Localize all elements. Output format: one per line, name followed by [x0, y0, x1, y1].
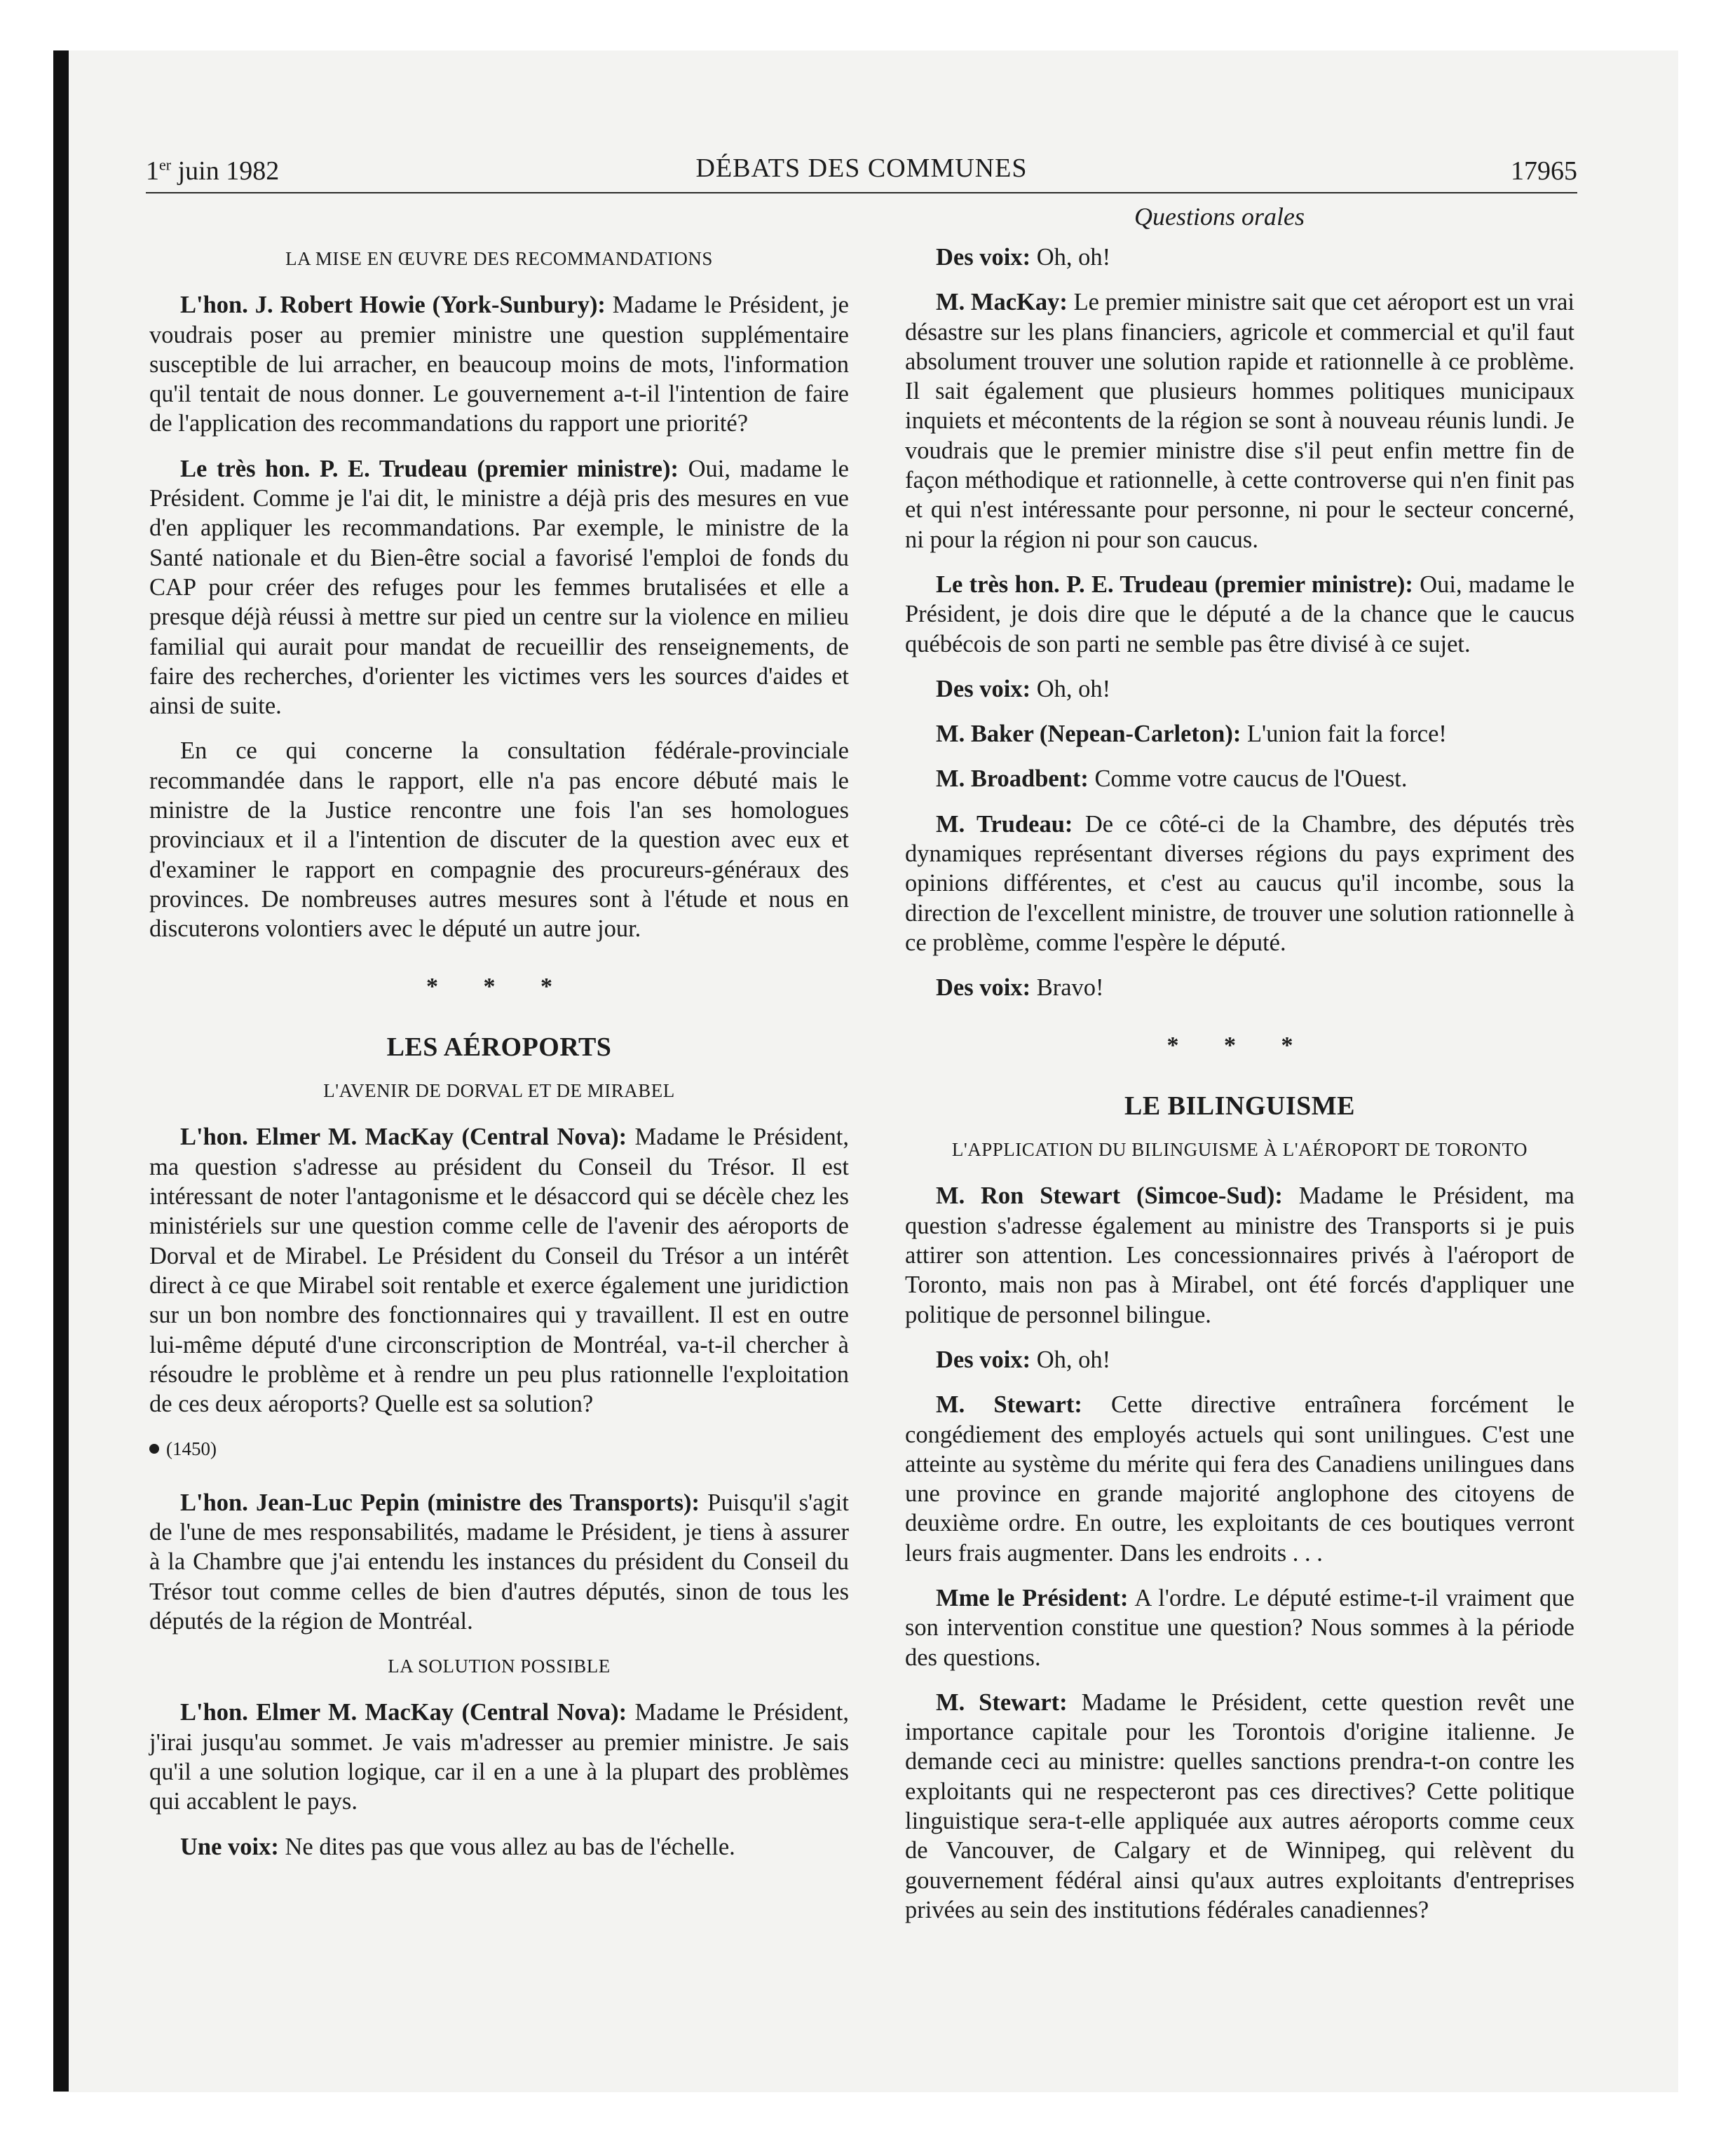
- paragraph: [905, 973, 1574, 1002]
- speech-text: Puisqu'il s'agit de l'une de mes responsabilités, madame le Président, je tiens à assurer à la Chambre que j'ai entendu les instances du président du Conseil du Trésor tout comme celles de bien d'autres députés, sinon de tous les députés de la région de Montréal.: [149, 1489, 849, 1635]
- paragraph: [149, 1698, 849, 1816]
- speaker: Le très hon. P. E. Trudeau (premier ministre):: [936, 571, 1413, 598]
- speech-text: De ce côté-ci de la Chambre, des députés très dynamiques représentant diverses régions du pays expriment des opinions différentes, et c'est au caucus qu'il incombe, sous la direction de l'excellent ministre, de trouver une solution rationnelle à ce problème, comme l'espère le député.: [905, 810, 1574, 956]
- scan-margin-left: [0, 0, 53, 2156]
- paragraph: [905, 287, 1574, 554]
- paragraph: [905, 764, 1574, 793]
- header-date-day: 1: [146, 156, 159, 186]
- bullet-icon: [149, 1444, 159, 1454]
- speech-text: Bravo!: [1030, 974, 1104, 1002]
- speech-text: Madame le Président, ma question s'adresse au président du Conseil du Trésor. Il est intéressant de noter l'antagonisme et le désaccord qui se décèle chez les ministériels sur une question comme celle de l'avenir des aéroports de Dorval et de Mirabel. Le Président du Conseil du Trésor a un intérêt direct à ce que Mirabel soit rentable et exerce également une juridiction sur un bon nombre des fonctionnaires qui y travaillent. Il est en outre lui-même député d'une circonscription de Montréal, va-t-il chercher à résoudre le problème et à rendre un peu plus rationnelle l'exploitation de ces deux aéroports? Quelle est sa solution?: [149, 1124, 850, 1418]
- rubric: LA MISE EN ŒUVRE DES RECOMMANDATIONS: [285, 248, 713, 269]
- paragraph: [905, 810, 1574, 957]
- scan-margin-right: [1678, 0, 1735, 2156]
- scan-margin-top: [0, 0, 1735, 50]
- paragraph: [905, 1181, 1574, 1329]
- speech-text: Madame le Président, je voudrais poser au premier ministre une question supplémentaire susceptible de lui arracher, en beaucoup moins de mots, l'information qu'il tentait de nous donner. Le gouvernement a-t-il l'intention de faire de l'application des recommandations du rapport une priorité?: [149, 292, 849, 437]
- speaker: Des voix:: [936, 1346, 1031, 1373]
- paragraph: [905, 674, 1574, 704]
- speaker: Une voix:: [180, 1833, 279, 1860]
- paragraph: [905, 719, 1574, 749]
- speech-text: Le premier ministre sait que cet aéroport est un vrai désastre sur les plans financiers, agricole et commercial et qu'il faut absolument trouver une solution rapide et rationnelle à ce problème. Il sait également que plusieurs hommes politiques municipaux inquiets et mécontents de la région se sont à nouveau réunis lundi. Je voudrais que le premier ministre dise s'il peut enfin mettre fin de façon méthodique et rationnelle, à cette controverse qui n'en finit pas et qui n'est intéressante pour personne, ni pour le secteur concerné, ni pour la région ni pour son caucus.: [905, 289, 1575, 553]
- timestamp: [149, 1434, 849, 1464]
- speech-text: Oh, oh!: [1030, 244, 1111, 271]
- paragraph: [149, 454, 849, 721]
- left-column: [149, 238, 849, 1877]
- speech-text: Oui, madame le Président, je dois dire que le député a de la chance que le caucus québécois de son parti ne semble pas être divisé à ce sujet.: [905, 571, 1575, 657]
- speech-text: Oh, oh!: [1030, 675, 1111, 702]
- speech-text: Ne dites pas que vous allez au bas de l'échelle.: [278, 1833, 735, 1860]
- section-separator: * * *: [426, 973, 572, 999]
- speaker: L'hon. Elmer M. MacKay (Central Nova):: [180, 1699, 627, 1726]
- header-title: DÉBATS DES COMMUNES: [695, 153, 1028, 183]
- section-label: Questions orales: [1134, 203, 1305, 231]
- speaker: Des voix:: [936, 974, 1031, 1002]
- paragraph: [905, 1688, 1574, 1925]
- speech-text: Oh, oh!: [1030, 1346, 1111, 1373]
- paragraph: [149, 1122, 849, 1419]
- paragraph: [149, 1832, 849, 1862]
- header-date-rest: juin 1982: [171, 156, 280, 186]
- speaker: M. Ron Stewart (Simcoe-Sud):: [936, 1182, 1283, 1210]
- speaker: L'hon. Elmer M. MacKay (Central Nova):: [180, 1124, 627, 1151]
- speech-text: Madame le Président, ma question s'adresse également au ministre des Transports si je puis attirer son attention. Les concessionnaires privés à l'aéroport de Toronto, mais non pas à Mirabel, ont été forcés d'appliquer une politique de personnel bilingue.: [905, 1182, 1574, 1328]
- speech-text: Comme votre caucus de l'Ouest.: [1088, 765, 1408, 793]
- speaker: Le très hon. P. E. Trudeau (premier ministre):: [180, 455, 679, 482]
- speech-text: Madame le Président, cette question revêt une importance capitale pour les Torontois d'origine italienne. Je demande ceci au ministre: quelles sanctions prendra-t-on contre les exploitants qui ne respecteront pas ces directives? Cette politique linguistique sera-t-elle appliquée aux autres aéroports comme ceux de Vancouver, de Calgary et de Winnipeg, qui relèvent du gouvernement fédéral ainsi qu'aux autres exploitants d'entreprises privées au sein des institutions fédérales canadiennes?: [905, 1688, 1574, 1923]
- speech-text: Cette directive entraînera forcément le congédiement des employés actuels qui sont unilingues. C'est une atteinte au système du mérite qui fera des Canadiens unilingues dans une province en grande majorité anglophone des citoyens de deuxième ordre. En outre, les exploitants de ces boutiques verront leurs frais augmenter. Dans les endroits . . .: [905, 1391, 1574, 1567]
- page-header: [146, 153, 1577, 193]
- speaker: M. MacKay:: [936, 289, 1068, 316]
- section-heading: LES AÉROPORTS: [386, 1032, 612, 1062]
- paragraph: [905, 570, 1574, 659]
- rubric: L'AVENIR DE DORVAL ET DE MIRABEL: [323, 1080, 675, 1102]
- paragraph: [905, 1390, 1574, 1568]
- speaker: Des voix:: [936, 675, 1031, 702]
- speaker: M. Broadbent:: [936, 765, 1089, 793]
- paragraph: [149, 1488, 849, 1636]
- speech-text: A l'ordre. Le député estime-t-il vraiment que son intervention constitue une question? Nous sommes à la période des questions.: [905, 1584, 1574, 1671]
- page-number: 17965: [1511, 156, 1577, 186]
- paragraph: [905, 243, 1574, 272]
- section-heading: LE BILINGUISME: [1124, 1091, 1356, 1121]
- rubric: L'APPLICATION DU BILINGUISME À L'AÉROPORT DE TORONTO: [951, 1139, 1528, 1161]
- timestamp-text: (1450): [166, 1438, 217, 1460]
- paragraph: En ce qui concerne la consultation fédérale-provinciale recommandée dans le rapport, elle n'a pas encore débuté mais le ministre de la Justice rencontre une fois l'an ses homologues provinciaux et il a l'intention de discuter de la question avec eux et d'examiner le rapport en compagnie des procureurs-généraux des provinces. De nombreuses autres mesures sont à l'étude et nous en discuterons volontiers avec le député un autre jour.: [149, 737, 849, 943]
- speaker: Mme le Président:: [936, 1584, 1129, 1611]
- paragraph: [905, 1345, 1574, 1374]
- rubric: LA SOLUTION POSSIBLE: [388, 1656, 611, 1677]
- scan-margin-bottom: [0, 2092, 1735, 2156]
- speaker: Des voix:: [936, 244, 1031, 271]
- speaker: M. Trudeau:: [936, 810, 1073, 838]
- speaker: M. Stewart:: [936, 1391, 1082, 1419]
- speech-text: Madame le Président, j'irai jusqu'au sommet. Je vais m'adresser au premier ministre. Je sais qu'il a une solution logique, car il en a une à la plupart des problèmes qui accablent le pays.: [149, 1699, 850, 1815]
- speech-text: Oui, madame le Président. Comme je l'ai dit, le ministre a déjà pris des mesures en vue d'en appliquer les recommandations. Par exemple, le ministre de la Santé nationale et du Bien-être social a favorisé l'emploi de fonds du CAP pour créer des refuges pour les femmes brutalisées et elle a presque déjà réussi à mettre sur pied un centre sur la violence en milieu familial qui aurait pour mandat de recueillir des renseignements, de faire des recherches, d'orienter les victimes vers les sources d'aides et ainsi de suite.: [149, 455, 849, 720]
- speaker: M. Baker (Nepean-Carleton):: [936, 721, 1241, 748]
- right-column: [905, 243, 1574, 1940]
- paragraph: [149, 290, 849, 438]
- speaker: L'hon. Jean-Luc Pepin (ministre des Transports):: [180, 1489, 700, 1516]
- header-date-sup: er: [159, 156, 172, 174]
- paragraph: [905, 1583, 1574, 1672]
- scan-binding-edge: [53, 50, 69, 2092]
- speaker: M. Stewart:: [936, 1688, 1068, 1716]
- speaker: L'hon. J. Robert Howie (York-Sunbury):: [180, 292, 606, 319]
- speech-text: L'union fait la force!: [1241, 721, 1447, 748]
- section-separator: * * *: [1166, 1032, 1313, 1058]
